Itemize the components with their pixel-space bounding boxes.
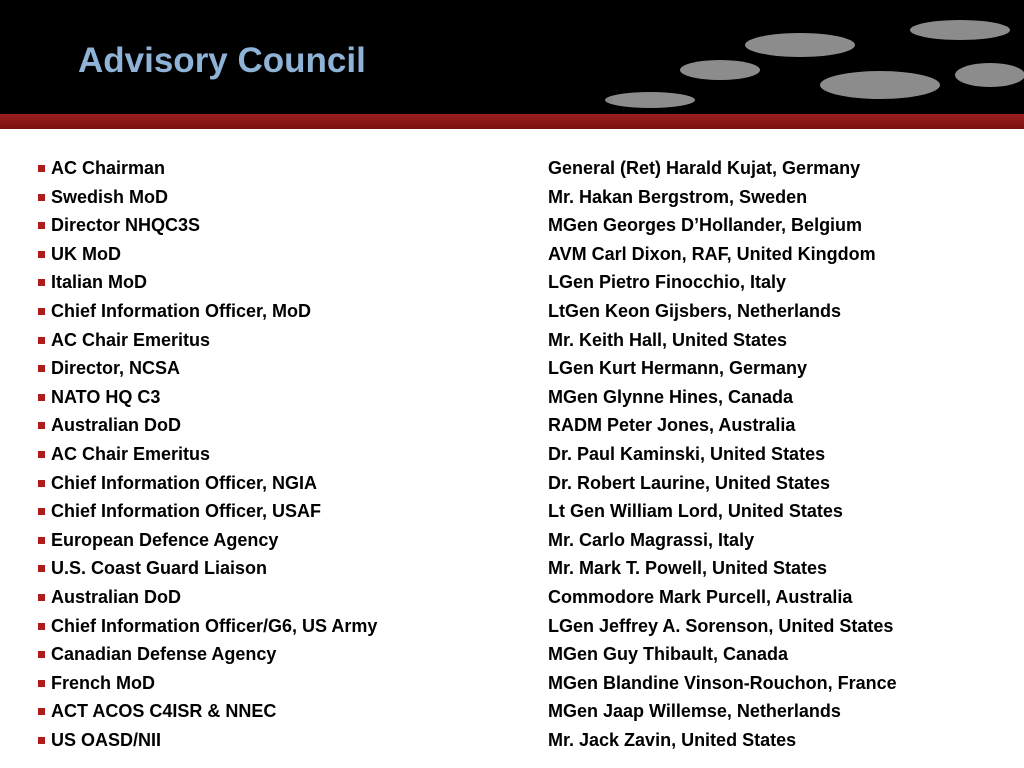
list-item xyxy=(0,612,1024,641)
member-name: MGen Georges D’Hollander, Belgium xyxy=(548,215,863,236)
square-bullet-icon xyxy=(38,623,45,630)
slide-header xyxy=(0,0,1024,114)
square-bullet-icon xyxy=(38,308,45,315)
list-item xyxy=(0,354,1024,383)
list-item xyxy=(0,669,1024,698)
square-bullet-icon xyxy=(38,165,45,172)
list-item xyxy=(0,183,1024,212)
list-item xyxy=(0,526,1024,555)
square-bullet-icon xyxy=(38,222,45,229)
member-name: Dr. Robert Laurine, United States xyxy=(548,472,831,493)
member-name: MGen Glynne Hines, Canada xyxy=(548,386,794,407)
member-name: MGen Jaap Willemse, Netherlands xyxy=(548,701,841,722)
member-name: MGen Blandine Vinson-Rouchon, France xyxy=(548,672,897,693)
member-name: Mr. Jack Zavin, United States xyxy=(548,729,797,750)
member-name: AVM Carl Dixon, RAF, United Kingdom xyxy=(548,243,876,264)
header-divider-bar xyxy=(0,114,1024,129)
square-bullet-icon xyxy=(38,451,45,458)
member-role: Chief Information Officer, USAF xyxy=(51,501,322,522)
list-item xyxy=(0,726,1024,755)
square-bullet-icon xyxy=(38,365,45,372)
advisory-council-list xyxy=(0,154,1024,754)
member-name: LGen Kurt Hermann, Germany xyxy=(548,358,808,379)
member-name: LGen Pietro Finocchio, Italy xyxy=(548,272,787,293)
member-name: RADM Peter Jones, Australia xyxy=(548,415,796,436)
square-bullet-icon xyxy=(38,251,45,258)
list-item xyxy=(0,554,1024,583)
square-bullet-icon xyxy=(38,422,45,429)
list-item xyxy=(0,640,1024,669)
square-bullet-icon xyxy=(38,594,45,601)
member-role: Australian DoD xyxy=(51,586,182,607)
list-item xyxy=(0,326,1024,355)
square-bullet-icon xyxy=(38,680,45,687)
member-name: MGen Guy Thibault, Canada xyxy=(548,644,789,665)
member-name: General (Ret) Harald Kujat, Germany xyxy=(548,158,861,178)
square-bullet-icon xyxy=(38,737,45,744)
list-item xyxy=(0,154,1024,183)
list-item xyxy=(0,268,1024,297)
member-role: UK MoD xyxy=(51,243,121,264)
square-bullet-icon xyxy=(38,651,45,658)
member-role: Chief Information Officer, NGIA xyxy=(51,472,318,493)
member-role: AC Chairman xyxy=(51,158,166,178)
member-name: Dr. Paul Kaminski, United States xyxy=(548,443,826,464)
member-role: US OASD/NII xyxy=(51,729,162,750)
list-item xyxy=(0,240,1024,269)
member-role: Director NHQC3S xyxy=(51,215,201,236)
list-item xyxy=(0,211,1024,240)
member-name: Mr. Hakan Bergstrom, Sweden xyxy=(548,186,808,207)
list-item xyxy=(0,440,1024,469)
square-bullet-icon xyxy=(38,480,45,487)
list-item xyxy=(0,411,1024,440)
slide-title: Advisory Council xyxy=(78,41,366,80)
member-name: LtGen Keon Gijsbers, Netherlands xyxy=(548,300,842,321)
list-item xyxy=(0,697,1024,726)
member-role: Chief Information Officer, MoD xyxy=(51,300,312,321)
member-name: Mr. Keith Hall, United States xyxy=(548,329,788,350)
member-role: European Defence Agency xyxy=(51,529,279,550)
list-item xyxy=(0,583,1024,612)
member-role: AC Chair Emeritus xyxy=(51,329,211,350)
member-name: Mr. Carlo Magrassi, Italy xyxy=(548,529,755,550)
member-name: Lt Gen William Lord, United States xyxy=(548,501,843,522)
member-role: Chief Information Officer/G6, US Army xyxy=(51,615,378,636)
member-role: Swedish MoD xyxy=(51,186,169,207)
list-item xyxy=(0,469,1024,498)
member-role: Canadian Defense Agency xyxy=(51,644,277,665)
square-bullet-icon xyxy=(38,565,45,572)
square-bullet-icon xyxy=(38,337,45,344)
square-bullet-icon xyxy=(38,508,45,515)
square-bullet-icon xyxy=(38,194,45,201)
member-role: Italian MoD xyxy=(51,272,148,293)
list-item xyxy=(0,383,1024,412)
square-bullet-icon xyxy=(38,394,45,401)
member-name: Mr. Mark T. Powell, United States xyxy=(548,558,828,579)
square-bullet-icon xyxy=(38,537,45,544)
member-role: U.S. Coast Guard Liaison xyxy=(51,558,268,579)
member-role: Australian DoD xyxy=(51,415,182,436)
member-role: French MoD xyxy=(51,672,156,693)
square-bullet-icon xyxy=(38,708,45,715)
member-role: Director, NCSA xyxy=(51,358,181,379)
member-role: ACT ACOS C4ISR & NNEC xyxy=(51,701,277,722)
list-item xyxy=(0,497,1024,526)
member-name: LGen Jeffrey A. Sorenson, United States xyxy=(548,615,894,636)
square-bullet-icon xyxy=(38,279,45,286)
member-role: AC Chair Emeritus xyxy=(51,443,211,464)
list-item xyxy=(0,297,1024,326)
member-name: Commodore Mark Purcell, Australia xyxy=(548,586,853,607)
member-role: NATO HQ C3 xyxy=(51,386,161,407)
